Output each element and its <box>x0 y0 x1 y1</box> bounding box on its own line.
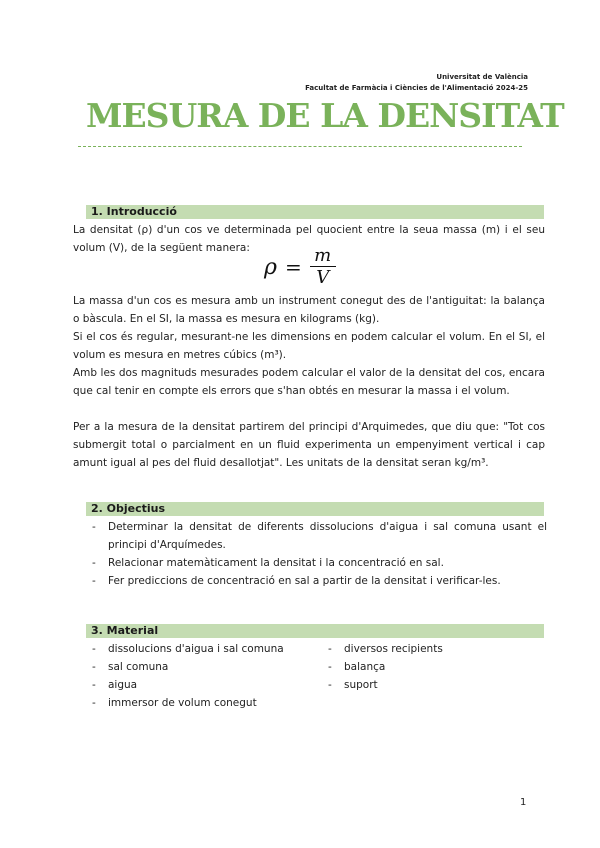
university-name: Universitat de València <box>436 73 528 81</box>
list-item: - immersor de volum conegut <box>92 694 322 712</box>
formula-numerator: m <box>314 244 332 266</box>
list-item: - sal comuna <box>92 658 322 676</box>
material-list-column-2 <box>328 640 528 694</box>
section-heading-material: 3. Material <box>86 624 544 638</box>
section-heading-introduccio: 1. Introducció <box>86 205 544 219</box>
list-item: - Relacionar matemàticament la densitat i la concentració en sal. <box>92 554 547 572</box>
intro-paragraph-4: Amb les dos magnituds mesurades podem calcular el valor de la densitat del cos, encara que cal tenir en compte els errors que s'han obtés en mesurar la massa i el volum. <box>73 367 545 397</box>
objectives-list <box>92 518 547 590</box>
intro-paragraph-3: Si el cos és regular, mesurant-ne les dimensions en podem calcular el volum. En el SI, el volum es mesura en metres cúbics (m³). <box>73 331 545 361</box>
intro-paragraph-1: La densitat (ρ) d'un cos ve determinada pel quocient entre la seua massa (m) i el seu volum (V), de la següent manera: <box>73 224 545 254</box>
formula-denominator: V <box>316 266 330 288</box>
list-item: - Determinar la densitat de diferents dissolucions d'aigua i sal comuna usant el principi d'Arquímedes. <box>92 518 547 554</box>
formula-fraction <box>310 246 336 289</box>
formula-equals: = <box>284 255 302 279</box>
material-list-column-1 <box>92 640 322 712</box>
faculty-name: Facultat de Farmàcia i Ciències de l'Alimentació 2024-25 <box>305 84 528 92</box>
section-heading-objectius: 2. Objectius <box>86 502 544 516</box>
density-formula <box>264 244 336 290</box>
formula-rho: ρ <box>264 254 277 280</box>
list-item: - diversos recipients <box>328 640 528 658</box>
list-item: - suport <box>328 676 528 694</box>
page-header <box>305 72 528 94</box>
list-item: - Fer prediccions de concentració en sal a partir de la densitat i verificar-les. <box>92 572 547 590</box>
intro-paragraph-2: La massa d'un cos es mesura amb un instrument conegut des de l'antiguitat: la balança o bàscula. En el SI, la massa es mesura en kilograms (kg). <box>73 295 545 325</box>
intro-paragraph-5: Per a la mesura de la densitat partirem del principi d'Arquimedes, que diu que: "Tot cos submergit total o parcialment en un fluid experimenta un empenyiment vertical i cap amunt igual al pes del fluid desallotjat". Les unitats de la densitat seran kg/m³. <box>73 421 545 469</box>
title-underline <box>78 146 522 147</box>
list-item: - dissolucions d'aigua i sal comuna <box>92 640 322 658</box>
document-title: MESURA DE LA DENSITAT <box>86 96 564 135</box>
list-item: - balança <box>328 658 528 676</box>
page-number: 1 <box>520 797 527 808</box>
list-item: - aigua <box>92 676 322 694</box>
